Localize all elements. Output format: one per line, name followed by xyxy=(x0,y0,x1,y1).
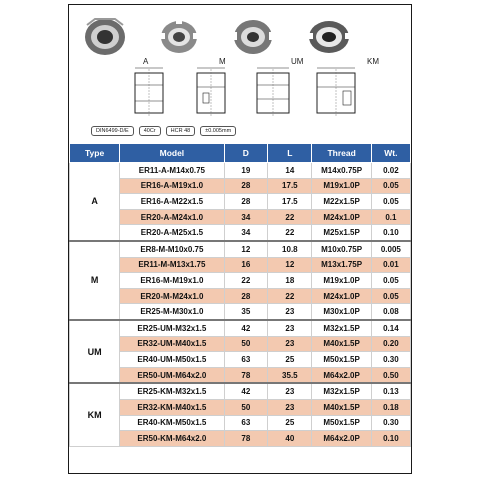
wt-cell: 0.02 xyxy=(371,163,410,179)
thread-cell: M13x1.75P xyxy=(312,257,371,273)
drawing-km xyxy=(307,65,367,123)
d-cell: 28 xyxy=(224,288,268,304)
l-cell: 40 xyxy=(268,431,312,447)
l-cell: 18 xyxy=(268,273,312,289)
model-cell: ER40-KM-M50x1.5 xyxy=(120,415,224,431)
d-cell: 19 xyxy=(224,163,268,179)
wt-cell: 0.005 xyxy=(371,241,410,257)
d-cell: 78 xyxy=(224,367,268,383)
d-cell: 22 xyxy=(224,273,268,289)
wt-cell: 0.01 xyxy=(371,257,410,273)
model-cell: ER32-KM-M40x1.5 xyxy=(120,399,224,415)
wt-cell: 0.30 xyxy=(371,415,410,431)
wt-cell: 0.50 xyxy=(371,367,410,383)
l-cell: 23 xyxy=(268,399,312,415)
l-cell: 35.5 xyxy=(268,367,312,383)
col-d: D xyxy=(224,144,268,163)
d-cell: 63 xyxy=(224,415,268,431)
wt-cell: 0.10 xyxy=(371,225,410,241)
table-row xyxy=(70,320,411,336)
spec-badge: DIN6499-D/E xyxy=(91,126,134,136)
nut-m-image xyxy=(151,17,211,59)
thread-cell: M64x2.0P xyxy=(312,367,371,383)
label-a: A xyxy=(143,57,149,66)
d-cell: 78 xyxy=(224,431,268,447)
d-cell: 34 xyxy=(224,225,268,241)
table-row xyxy=(70,225,411,241)
l-cell: 12 xyxy=(268,257,312,273)
wt-cell: 0.14 xyxy=(371,320,410,336)
spec-table xyxy=(69,143,411,447)
nut-um-image xyxy=(225,17,285,59)
spec-badge: HCR 48 xyxy=(166,126,196,136)
d-cell: 50 xyxy=(224,399,268,415)
product-images-panel xyxy=(69,5,411,141)
model-cell: ER11-A-M14x0.75 xyxy=(120,163,224,179)
label-m: M xyxy=(219,57,226,66)
d-cell: 28 xyxy=(224,194,268,210)
thread-cell: M40x1.5P xyxy=(312,399,371,415)
table-row xyxy=(70,383,411,399)
model-cell: ER25-UM-M32x1.5 xyxy=(120,320,224,336)
wt-cell: 0.13 xyxy=(371,383,410,399)
thread-cell: M14x0.75P xyxy=(312,163,371,179)
wt-cell: 0.08 xyxy=(371,304,410,320)
d-cell: 42 xyxy=(224,383,268,399)
thread-cell: M19x1.0P xyxy=(312,273,371,289)
model-cell: ER25-KM-M32x1.5 xyxy=(120,383,224,399)
l-cell: 14 xyxy=(268,163,312,179)
table-row xyxy=(70,431,411,447)
table-row xyxy=(70,257,411,273)
model-cell: ER16-M-M19x1.0 xyxy=(120,273,224,289)
table-row xyxy=(70,288,411,304)
thread-cell: M64x2.0P xyxy=(312,431,371,447)
thread-cell: M50x1.5P xyxy=(312,415,371,431)
thread-cell: M19x1.0P xyxy=(312,178,371,194)
table-header-row xyxy=(70,144,411,163)
table-row xyxy=(70,367,411,383)
model-cell: ER20-A-M24x1.0 xyxy=(120,209,224,225)
d-cell: 16 xyxy=(224,257,268,273)
d-cell: 28 xyxy=(224,178,268,194)
l-cell: 22 xyxy=(268,225,312,241)
wt-cell: 0.20 xyxy=(371,336,410,352)
l-cell: 10.8 xyxy=(268,241,312,257)
model-cell: ER40-UM-M50x1.5 xyxy=(120,352,224,368)
wt-cell: 0.05 xyxy=(371,178,410,194)
spec-badge: 40Cr xyxy=(139,126,161,136)
wt-cell: 0.05 xyxy=(371,288,410,304)
table-row xyxy=(70,194,411,210)
thread-cell: M25x1.5P xyxy=(312,225,371,241)
l-cell: 23 xyxy=(268,304,312,320)
l-cell: 23 xyxy=(268,336,312,352)
thread-cell: M22x1.5P xyxy=(312,194,371,210)
model-cell: ER50-UM-M64x2.0 xyxy=(120,367,224,383)
table-row xyxy=(70,273,411,289)
thread-cell: M30x1.0P xyxy=(312,304,371,320)
type-cell: A xyxy=(70,163,120,241)
model-cell: ER20-M-M24x1.0 xyxy=(120,288,224,304)
table-row xyxy=(70,178,411,194)
model-cell: ER11-M-M13x1.75 xyxy=(120,257,224,273)
l-cell: 23 xyxy=(268,383,312,399)
thread-cell: M24x1.0P xyxy=(312,288,371,304)
table-row xyxy=(70,304,411,320)
model-cell: ER50-KM-M64x2.0 xyxy=(120,431,224,447)
model-cell: ER16-A-M19x1.0 xyxy=(120,178,224,194)
table-row xyxy=(70,399,411,415)
l-cell: 17.5 xyxy=(268,178,312,194)
wt-cell: 0.05 xyxy=(371,194,410,210)
type-cell: KM xyxy=(70,383,120,446)
wt-cell: 0.30 xyxy=(371,352,410,368)
model-cell: ER25-M-M30x1.0 xyxy=(120,304,224,320)
thread-cell: M40x1.5P xyxy=(312,336,371,352)
product-sheet xyxy=(68,4,412,474)
thread-cell: M10x0.75P xyxy=(312,241,371,257)
model-cell: ER32-UM-M40x1.5 xyxy=(120,336,224,352)
l-cell: 25 xyxy=(268,352,312,368)
table-row xyxy=(70,209,411,225)
model-cell: ER16-A-M22x1.5 xyxy=(120,194,224,210)
d-cell: 63 xyxy=(224,352,268,368)
d-cell: 12 xyxy=(224,241,268,257)
thread-cell: M50x1.5P xyxy=(312,352,371,368)
table-row xyxy=(70,241,411,257)
wt-cell: 0.10 xyxy=(371,431,410,447)
thread-cell: M32x1.5P xyxy=(312,383,371,399)
label-um: UM xyxy=(291,57,304,66)
l-cell: 22 xyxy=(268,209,312,225)
spec-badges xyxy=(91,126,236,136)
wt-cell: 0.05 xyxy=(371,273,410,289)
table-body xyxy=(70,163,411,447)
wt-cell: 0.1 xyxy=(371,209,410,225)
table-row xyxy=(70,352,411,368)
model-cell: ER20-A-M25x1.5 xyxy=(120,225,224,241)
l-cell: 17.5 xyxy=(268,194,312,210)
type-cell: M xyxy=(70,241,120,320)
nut-a-image xyxy=(77,17,137,59)
col-wt: Wt. xyxy=(371,144,410,163)
spec-badge: ±0.005mm xyxy=(200,126,236,136)
l-cell: 25 xyxy=(268,415,312,431)
d-cell: 50 xyxy=(224,336,268,352)
col-model: Model xyxy=(120,144,224,163)
drawing-m xyxy=(183,65,239,123)
label-km: KM xyxy=(367,57,379,66)
d-cell: 34 xyxy=(224,209,268,225)
table-row xyxy=(70,163,411,179)
col-l: L xyxy=(268,144,312,163)
d-cell: 42 xyxy=(224,320,268,336)
table-row xyxy=(70,336,411,352)
thread-cell: M24x1.0P xyxy=(312,209,371,225)
nut-km-image xyxy=(301,17,361,59)
d-cell: 35 xyxy=(224,304,268,320)
col-type: Type xyxy=(70,144,120,163)
wt-cell: 0.18 xyxy=(371,399,410,415)
table-row xyxy=(70,415,411,431)
drawing-a xyxy=(121,65,177,123)
l-cell: 23 xyxy=(268,320,312,336)
drawing-um xyxy=(245,65,301,123)
type-cell: UM xyxy=(70,320,120,383)
thread-cell: M32x1.5P xyxy=(312,320,371,336)
l-cell: 22 xyxy=(268,288,312,304)
model-cell: ER8-M-M10x0.75 xyxy=(120,241,224,257)
col-thread: Thread xyxy=(312,144,371,163)
